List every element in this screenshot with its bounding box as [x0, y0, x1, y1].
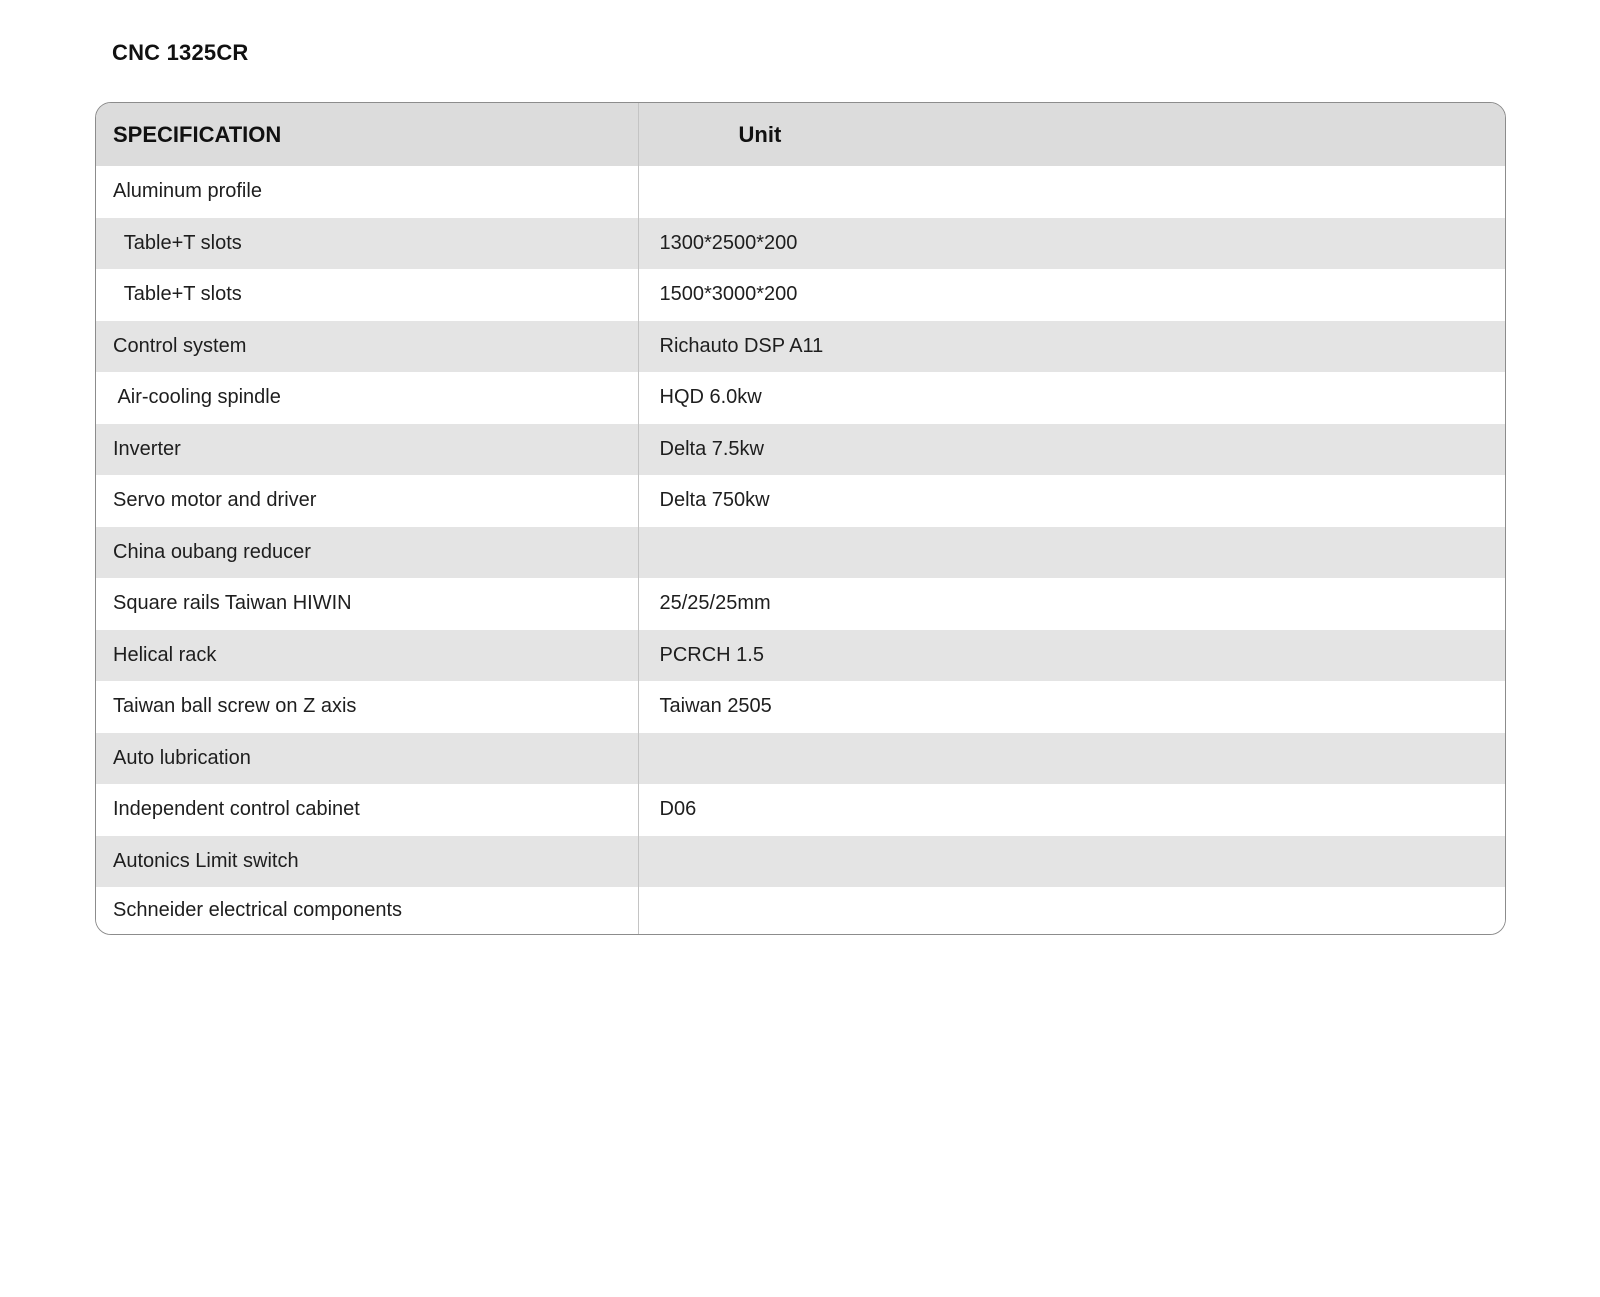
unit-cell: Taiwan 2505: [659, 695, 772, 718]
table-row: [96, 836, 1505, 888]
table-header-row: [96, 103, 1505, 166]
spec-cell: Schneider electrical components: [96, 887, 638, 934]
spec-cell: Table+T slots: [96, 218, 638, 270]
unit-cell: Delta 7.5kw: [659, 437, 764, 460]
unit-cell: PCRCH 1.5: [659, 643, 764, 666]
spec-cell: Air-cooling spindle: [96, 372, 638, 424]
spec-cell: Taiwan ball screw on Z axis: [96, 681, 638, 733]
table-row: [96, 733, 1505, 785]
spec-cell: Table+T slots: [96, 269, 638, 321]
unit-cell: D06: [659, 798, 697, 821]
spec-cell: Inverter: [96, 424, 638, 476]
unit-cell: Delta 750kw: [659, 489, 770, 512]
unit-cell: HQD 6.0kw: [659, 386, 762, 409]
table-row: [96, 527, 1505, 579]
header-unit: Unit: [738, 121, 782, 147]
spec-cell: Auto lubrication: [96, 733, 638, 785]
spec-cell: Helical rack: [96, 630, 638, 682]
unit-cell: [638, 733, 1505, 785]
spec-table-container: [95, 102, 1506, 935]
spec-cell: Control system: [96, 321, 638, 373]
table-row: [96, 784, 1505, 836]
table-row: [96, 887, 1505, 934]
spec-cell: Independent control cabinet: [96, 784, 638, 836]
table-row: [96, 681, 1505, 733]
table-row: [96, 218, 1505, 270]
header-specification: SPECIFICATION: [96, 103, 638, 166]
unit-cell: [638, 166, 1505, 218]
spec-cell: China oubang reducer: [96, 527, 638, 579]
table-row: [96, 321, 1505, 373]
spec-cell: Servo motor and driver: [96, 475, 638, 527]
table-body: [96, 166, 1505, 934]
unit-cell: 1300*2500*200: [659, 231, 798, 254]
table-row: [96, 372, 1505, 424]
spec-cell: Square rails Taiwan HIWIN: [96, 578, 638, 630]
table-row: [96, 269, 1505, 321]
spec-table: [96, 103, 1505, 934]
table-row: [96, 630, 1505, 682]
table-row: [96, 424, 1505, 476]
page-title: CNC 1325CR: [112, 40, 249, 65]
unit-cell: [638, 527, 1505, 579]
table-row: [96, 578, 1505, 630]
spec-cell: Aluminum profile: [96, 166, 638, 218]
unit-cell: Richauto DSP A11: [659, 334, 824, 357]
unit-cell: [638, 836, 1505, 888]
spec-cell: Autonics Limit switch: [96, 836, 638, 888]
unit-cell: 25/25/25mm: [659, 592, 771, 615]
table-row: [96, 475, 1505, 527]
table-row: [96, 166, 1505, 218]
unit-cell: [638, 887, 1505, 934]
unit-cell: 1500*3000*200: [659, 283, 798, 306]
